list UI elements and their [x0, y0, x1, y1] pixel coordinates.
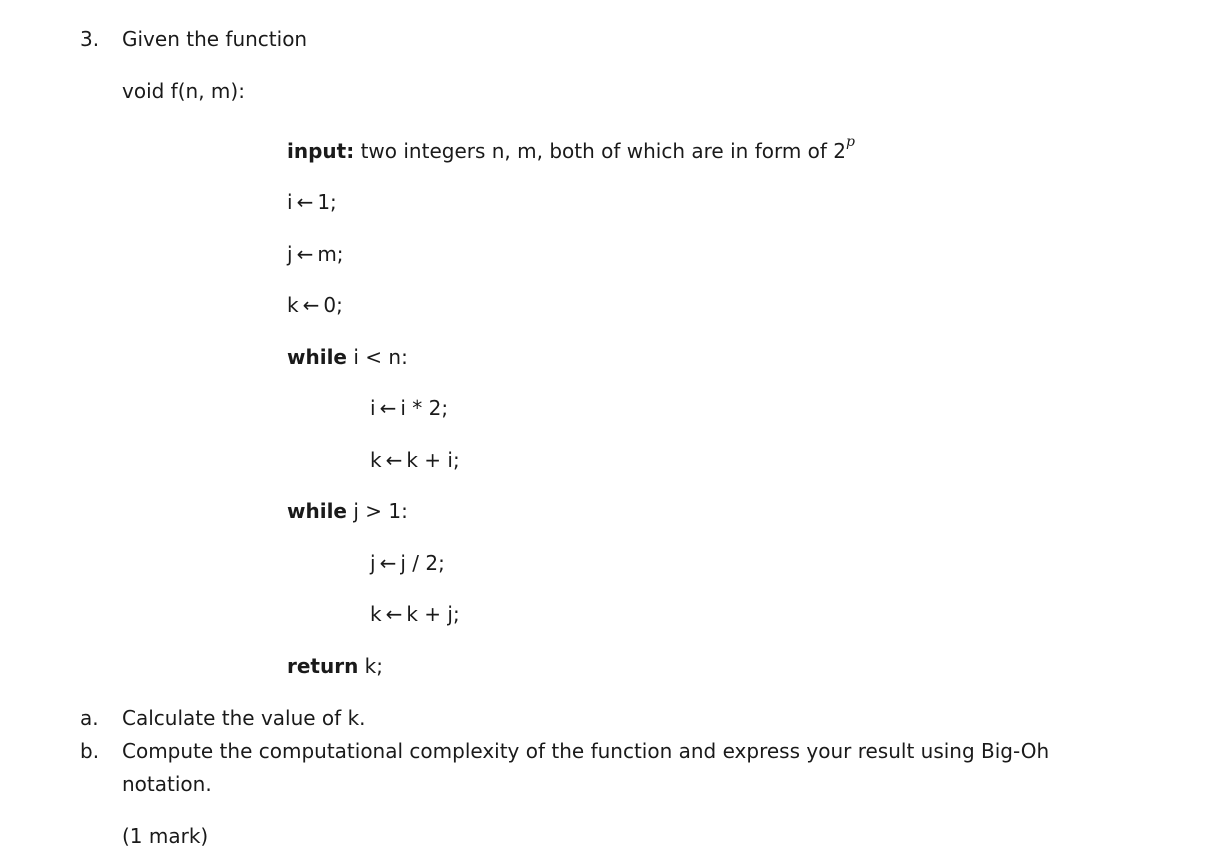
assign-lhs: i — [287, 190, 293, 214]
left-arrow-icon: ← — [379, 551, 397, 575]
part-b-text-line-1: Compute the computational complexity of the function and express your result using Big-Oh — [122, 739, 1050, 763]
input-line — [287, 134, 856, 164]
assign-rhs: i * 2; — [400, 396, 449, 420]
while-loop-2-body-1 — [370, 550, 445, 576]
part-a-text: Calculate the value of k. — [122, 706, 366, 730]
code-line-i-init — [287, 189, 337, 215]
while-loop-1-body-2 — [370, 447, 460, 473]
assign-lhs: k — [370, 602, 382, 626]
assign-rhs: 1; — [317, 190, 337, 214]
left-arrow-icon: ← — [296, 242, 314, 266]
while-keyword: while — [287, 499, 347, 523]
assign-rhs: 0; — [323, 293, 343, 317]
marks-note: (1 mark) — [122, 824, 209, 848]
while-loop-1-body-1 — [370, 395, 448, 421]
code-line-k-init — [287, 292, 343, 318]
assign-rhs: k + i; — [406, 448, 460, 472]
part-b-text-line-2: notation. — [122, 772, 212, 796]
return-line — [287, 653, 383, 679]
input-keyword: input: — [287, 139, 355, 163]
return-value: k; — [358, 654, 384, 678]
function-signature: void f(n, m): — [122, 79, 245, 103]
part-a-label: a. — [80, 706, 99, 730]
part-b-label: b. — [80, 739, 100, 763]
left-arrow-icon: ← — [379, 396, 397, 420]
assign-lhs: k — [370, 448, 382, 472]
input-description: two integers n, m, both of which are in form of 2 — [354, 139, 847, 163]
while-keyword: while — [287, 345, 347, 369]
while-loop-2-header — [287, 498, 408, 524]
assign-rhs: j / 2; — [400, 551, 445, 575]
code-line-j-init — [287, 241, 344, 267]
left-arrow-icon: ← — [385, 602, 403, 626]
question-number: 3. — [80, 27, 100, 51]
left-arrow-icon: ← — [302, 293, 320, 317]
return-keyword: return — [287, 654, 359, 678]
while-condition: i < n: — [347, 345, 408, 369]
while-loop-2-body-2 — [370, 601, 460, 627]
assign-lhs: i — [370, 396, 376, 420]
assign-lhs: k — [287, 293, 299, 317]
assign-lhs: j — [287, 242, 293, 266]
assign-lhs: j — [370, 551, 376, 575]
question-intro: Given the function — [122, 27, 308, 51]
while-condition: j > 1: — [347, 499, 408, 523]
assign-rhs: k + j; — [406, 602, 460, 626]
input-exponent: p — [846, 134, 856, 151]
left-arrow-icon: ← — [385, 448, 403, 472]
left-arrow-icon: ← — [296, 190, 314, 214]
while-loop-1-header — [287, 344, 408, 370]
assign-rhs: m; — [317, 242, 344, 266]
